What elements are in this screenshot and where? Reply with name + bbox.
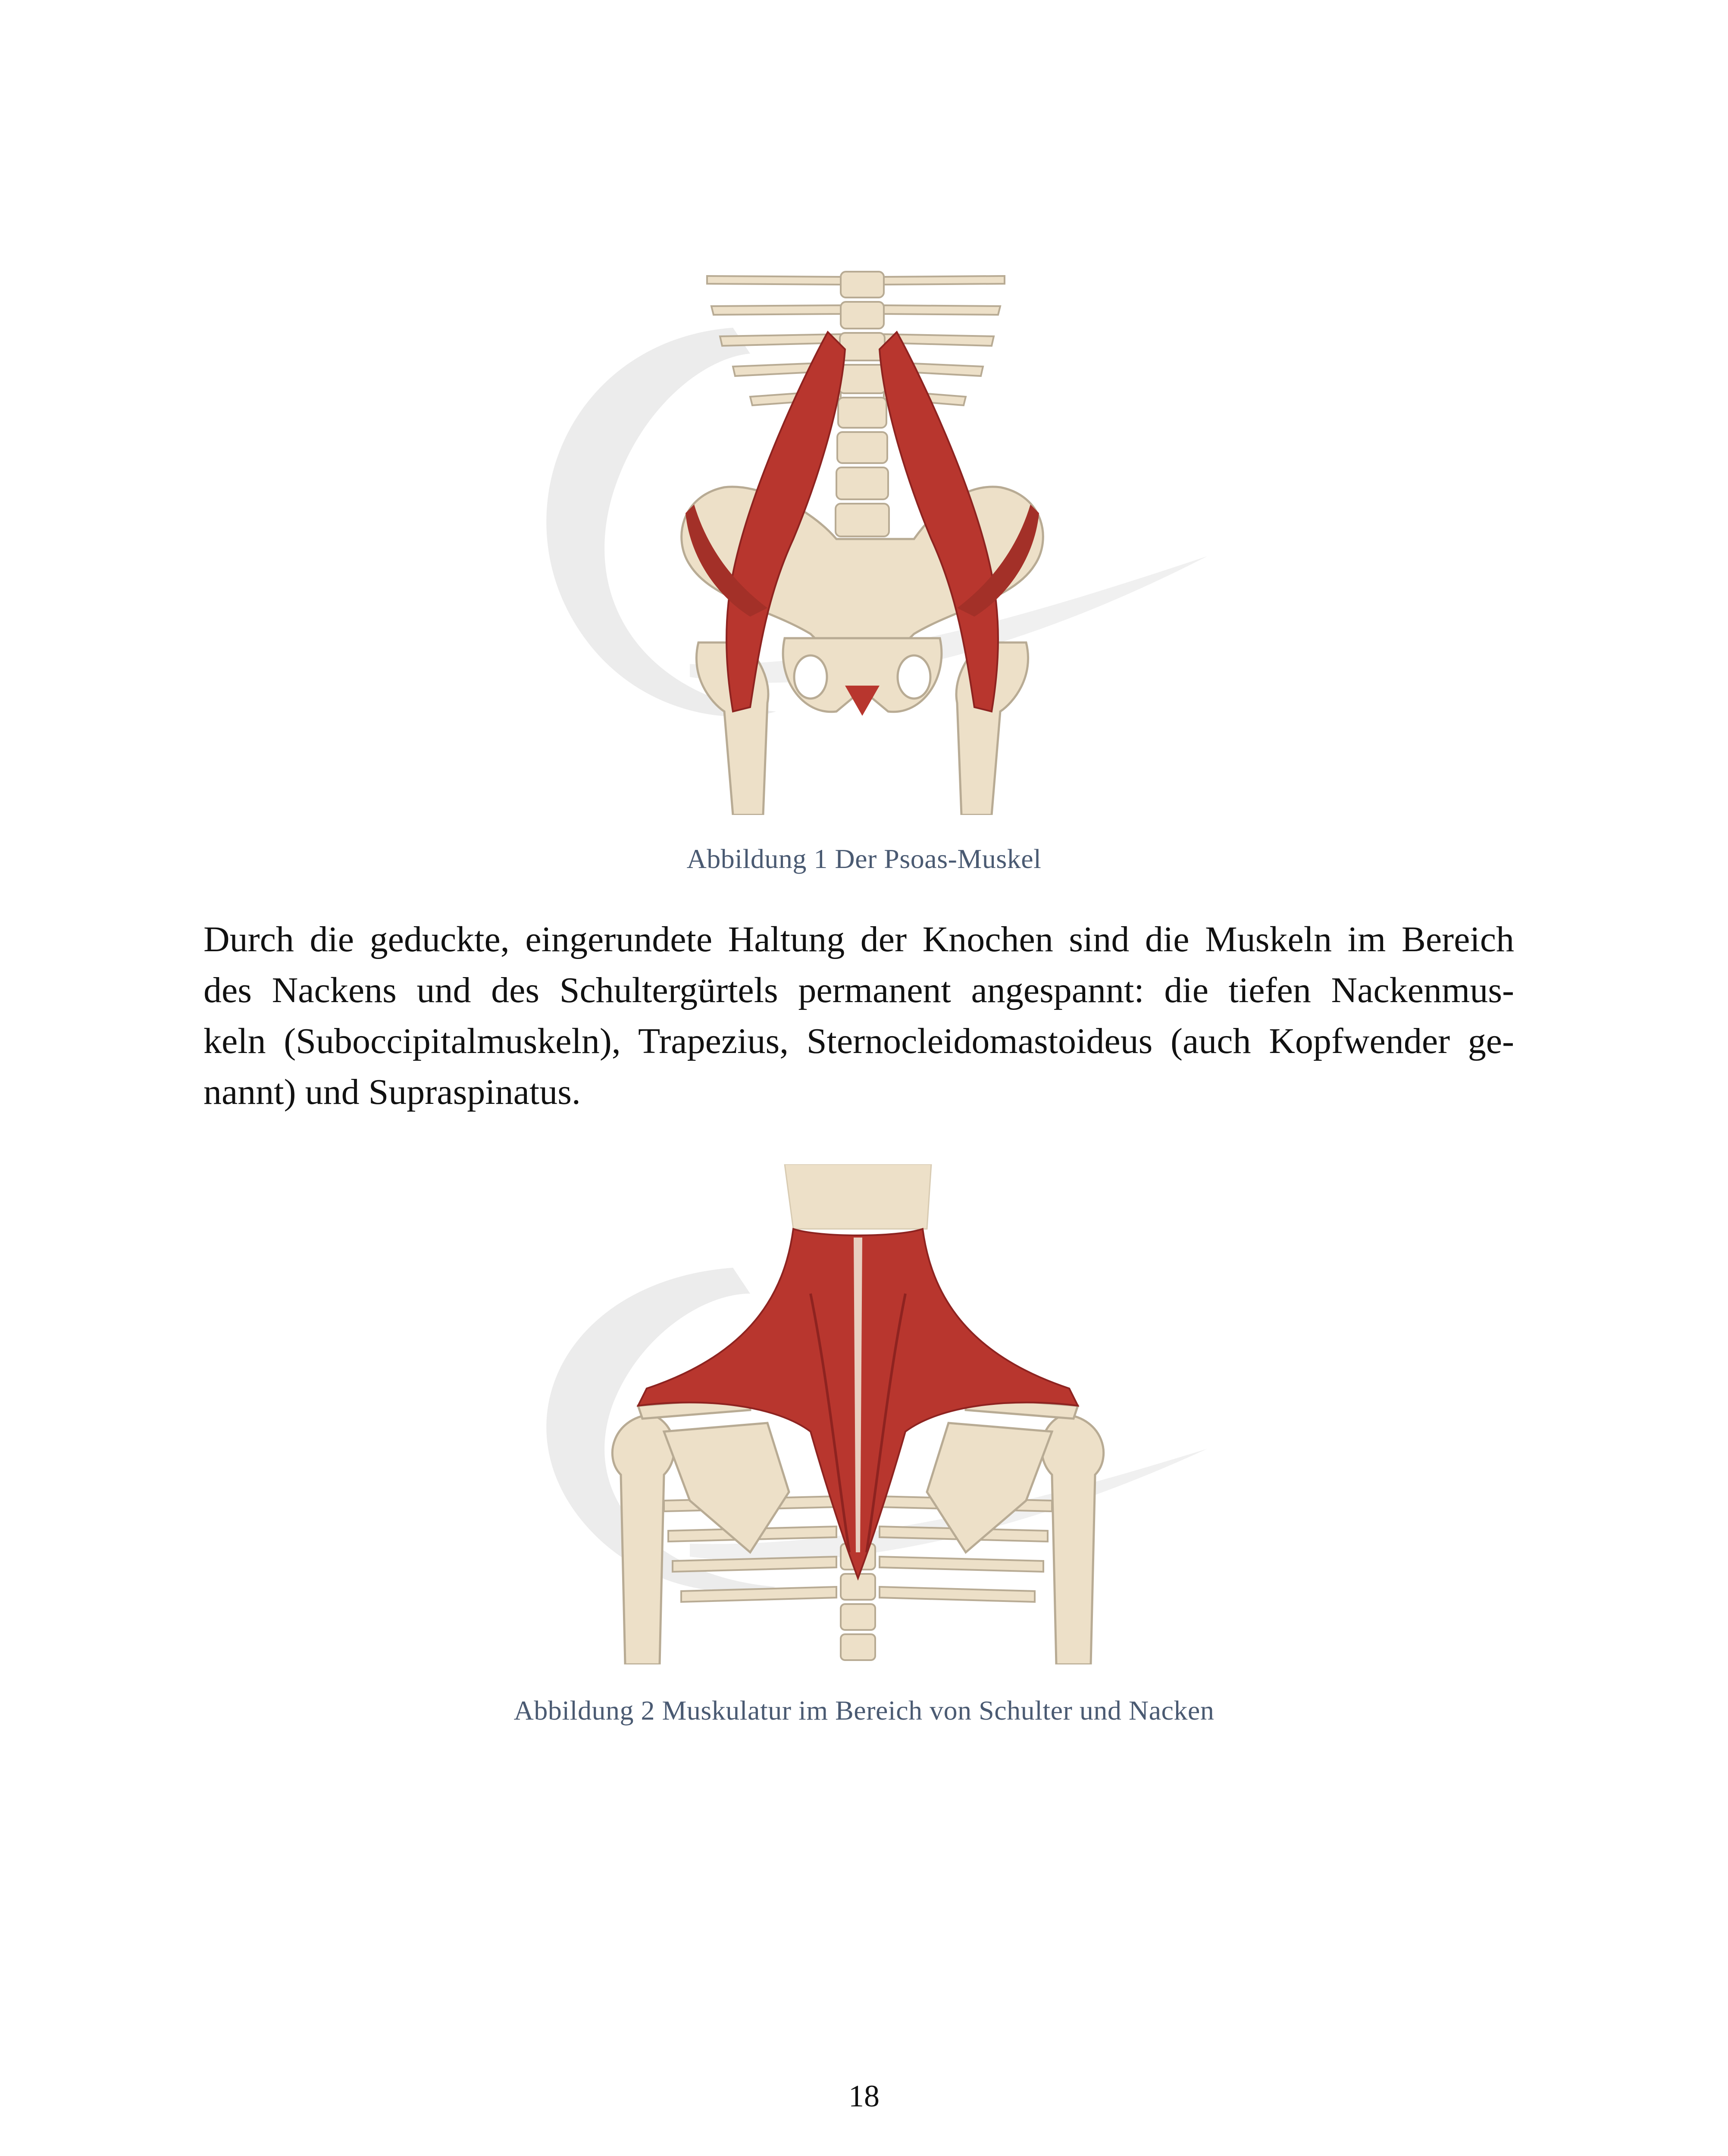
figure-shoulder-neck (509, 1164, 1224, 1664)
paragraph-line: keln (Suboccipitalmuskeln), Trapezius, Sternocleidomastoideus (auch Kopfwender ge- (203, 1021, 1514, 1061)
shoulder-neck-illustration (509, 1164, 1224, 1664)
paragraph-line: Durch die geduckte, eingerundete Haltung der Knochen sind die Muskeln im Bereich (203, 919, 1514, 959)
paragraph-line: nannt) und Supraspinatus. (203, 1072, 581, 1112)
figure-caption-1: Abbildung 1 Der Psoas-Muskel (686, 843, 1042, 874)
paragraph-line: des Nackens und des Schultergürtels permanent angespannt: die tiefen Nackenmus- (203, 970, 1514, 1010)
page-number: 18 (848, 2079, 880, 2113)
figure-caption-2: Abbildung 2 Muskulatur im Bereich von Schulter und Nacken (513, 1695, 1215, 1726)
psoas-illustration (509, 229, 1224, 815)
head-base (785, 1164, 931, 1229)
body-paragraph (203, 914, 1514, 1118)
spine (835, 272, 890, 574)
figure-psoas (509, 229, 1224, 815)
